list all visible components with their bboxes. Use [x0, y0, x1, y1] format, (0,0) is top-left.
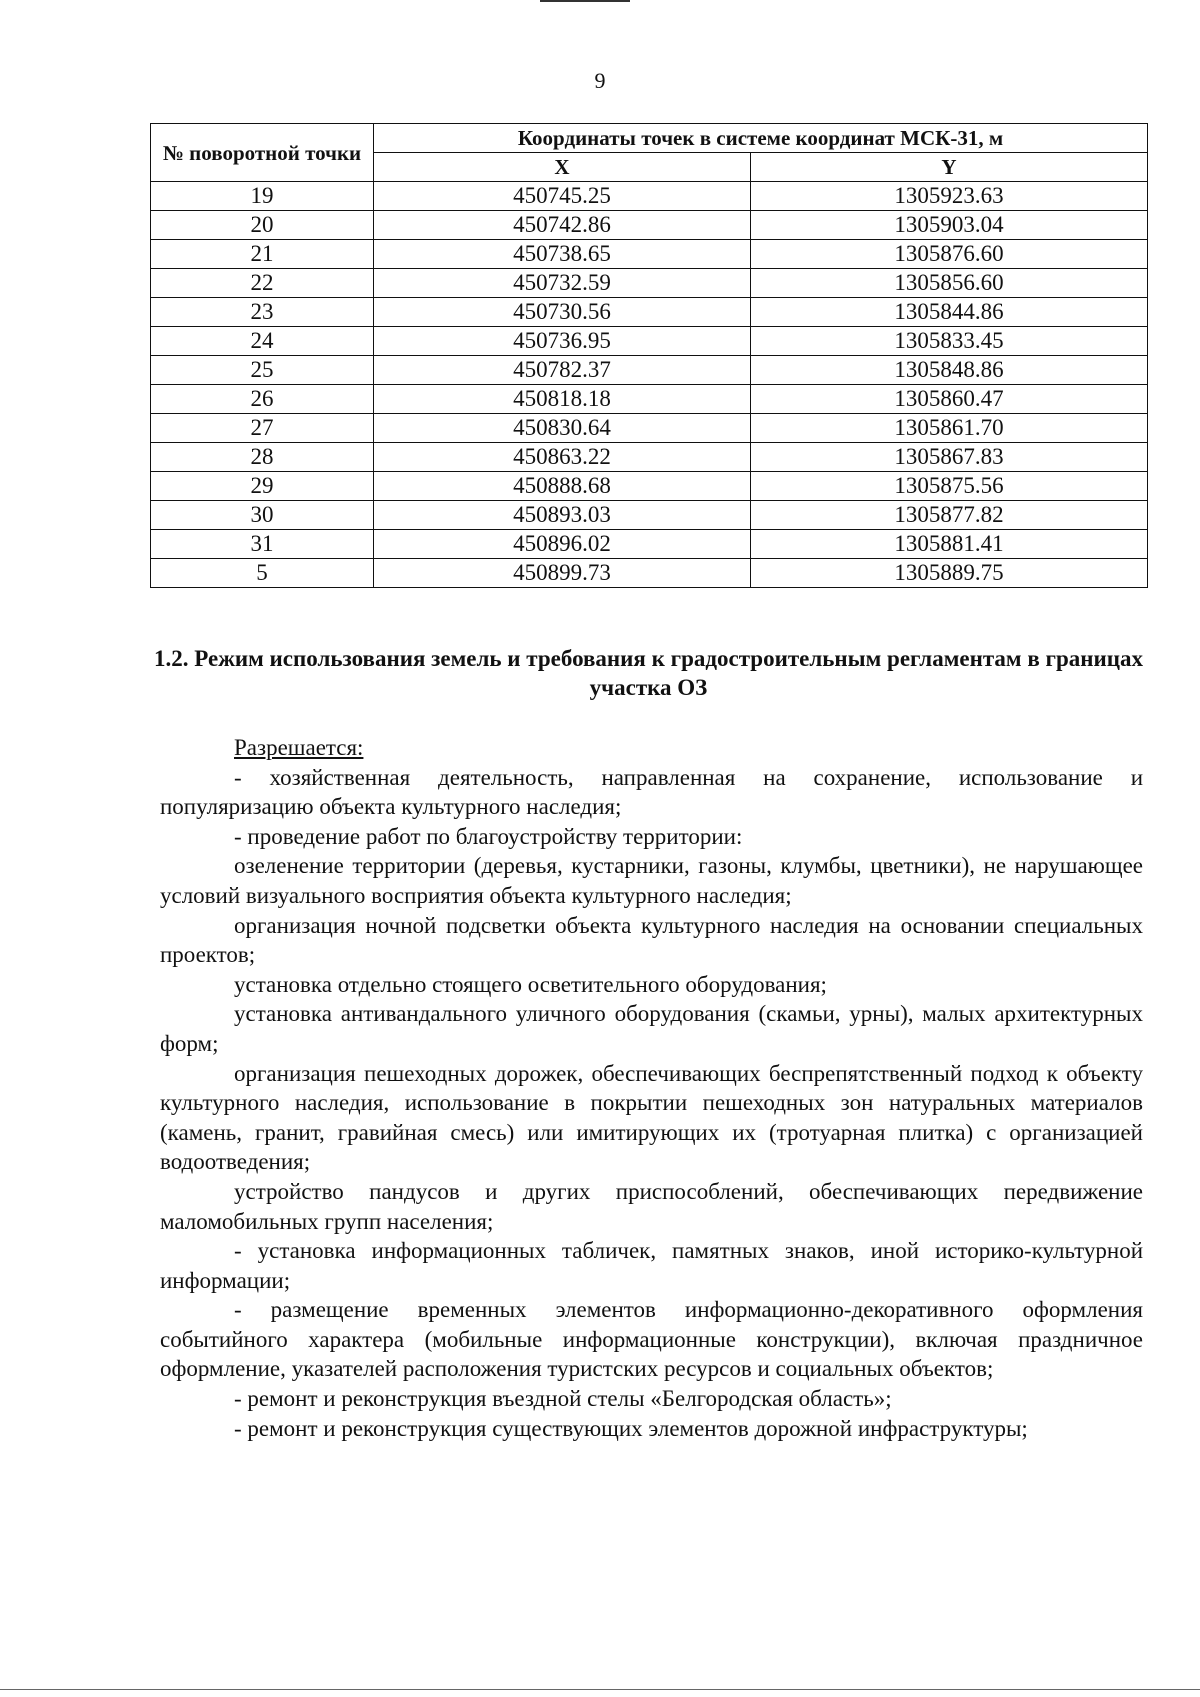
table-row	[151, 356, 1148, 385]
table-body	[151, 182, 1148, 588]
paragraph: - размещение временных элементов информационно-декоративного оформления событийного характера (мобильные информационные конструкции), включая праздничное оформление, указателей расположения туристских ресурсов и социальных объектов;	[160, 1297, 1143, 1382]
paragraph: установка отдельно стоящего осветительного оборудования;	[234, 971, 827, 997]
cell-y: 1305867.83	[751, 443, 1148, 472]
cell-point: 28	[151, 443, 374, 472]
header-y: Y	[751, 153, 1148, 182]
table-row	[151, 182, 1148, 211]
cell-point: 26	[151, 385, 374, 414]
paragraph: - проведение работ по благоустройству территории:	[234, 823, 743, 849]
cell-y: 1305889.75	[751, 559, 1148, 588]
cell-x: 450888.68	[374, 472, 751, 501]
header-x: X	[374, 153, 751, 182]
table-row	[151, 327, 1148, 356]
cell-x: 450863.22	[374, 443, 751, 472]
cell-x: 450893.03	[374, 501, 751, 530]
cell-point: 25	[151, 356, 374, 385]
cell-y: 1305844.86	[751, 298, 1148, 327]
table-row	[151, 501, 1148, 530]
cell-x: 450899.73	[374, 559, 751, 588]
paragraph: организация пешеходных дорожек, обеспечивающих беспрепятственный подход к объекту культурного наследия, использование в покрытии пешеходных зон натуральных материалов (камень, гранит, гравийная смесь) или имитирующих их (тротуарная плитка) с организацией водоотведения;	[160, 1060, 1143, 1175]
cell-point: 31	[151, 530, 374, 559]
paragraph-list	[160, 763, 1143, 1444]
cell-point: 19	[151, 182, 374, 211]
paragraph: установка антивандального уличного оборудования (скамьи, урны), малых архитектурных форм;	[160, 1001, 1143, 1056]
cell-point: 30	[151, 501, 374, 530]
header-point-number: № поворотной точки	[151, 124, 374, 182]
paragraph: - установка информационных табличек, памятных знаков, иной историко-культурной информации;	[160, 1238, 1143, 1293]
cell-point: 22	[151, 269, 374, 298]
table-row	[151, 472, 1148, 501]
scan-top-mark	[540, 0, 630, 2]
table-row	[151, 530, 1148, 559]
cell-point: 21	[151, 240, 374, 269]
table-row	[151, 269, 1148, 298]
table-row	[151, 240, 1148, 269]
cell-point: 20	[151, 211, 374, 240]
cell-y: 1305903.04	[751, 211, 1148, 240]
cell-point: 24	[151, 327, 374, 356]
cell-y: 1305923.63	[751, 182, 1148, 211]
paragraph: - ремонт и реконструкция существующих элементов дорожной инфраструктуры;	[234, 1415, 1028, 1441]
cell-y: 1305861.70	[751, 414, 1148, 443]
paragraph: организация ночной подсветки объекта культурного наследия на основании специальных проектов;	[160, 912, 1143, 968]
paragraph: озеленение территории (деревья, кустарники, газоны, клумбы, цветники), не нарушающее условий визуального восприятия объекта культурного наследия;	[160, 853, 1143, 908]
body-text	[160, 733, 1143, 1443]
cell-x: 450745.25	[374, 182, 751, 211]
cell-x: 450830.64	[374, 414, 751, 443]
cell-y: 1305876.60	[751, 240, 1148, 269]
section-title: 1.2. Режим использования земель и требования к градостроительным регламентам в границах участка ОЗ	[153, 646, 1143, 700]
table-row	[151, 443, 1148, 472]
paragraph: устройство пандусов и других приспособлений, обеспечивающих передвижение маломобильных групп населения;	[160, 1178, 1143, 1234]
cell-x: 450782.37	[374, 356, 751, 385]
cell-y: 1305856.60	[751, 269, 1148, 298]
table-row	[151, 385, 1148, 414]
cell-point: 27	[151, 414, 374, 443]
cell-x: 450738.65	[374, 240, 751, 269]
cell-y: 1305860.47	[751, 385, 1148, 414]
cell-y: 1305875.56	[751, 472, 1148, 501]
cell-x: 450896.02	[374, 530, 751, 559]
cell-x: 450742.86	[374, 211, 751, 240]
scan-bottom-line	[0, 1689, 1200, 1690]
cell-point: 5	[151, 559, 374, 588]
cell-x: 450736.95	[374, 327, 751, 356]
cell-x: 450730.56	[374, 298, 751, 327]
page-number: 9	[594, 68, 606, 93]
cell-x: 450732.59	[374, 269, 751, 298]
cell-x: 450818.18	[374, 385, 751, 414]
paragraph: - хозяйственная деятельность, направленная на сохранение, использование и популяризацию объекта культурного наследия;	[160, 764, 1143, 820]
cell-y: 1305833.45	[751, 327, 1148, 356]
header-coordinates: Координаты точек в системе координат МСК-31, м	[374, 124, 1148, 153]
cell-y: 1305877.82	[751, 501, 1148, 530]
cell-point: 29	[151, 472, 374, 501]
cell-y: 1305848.86	[751, 356, 1148, 385]
table-row	[151, 414, 1148, 443]
cell-y: 1305881.41	[751, 530, 1148, 559]
paragraph: - ремонт и реконструкция въездной стелы «Белгородская область»;	[234, 1386, 892, 1412]
cell-point: 23	[151, 298, 374, 327]
table-row	[151, 559, 1148, 588]
table-row	[151, 211, 1148, 240]
table-row	[151, 298, 1148, 327]
coordinates-table	[150, 123, 1148, 588]
allowed-heading: Разрешается:	[234, 735, 364, 760]
